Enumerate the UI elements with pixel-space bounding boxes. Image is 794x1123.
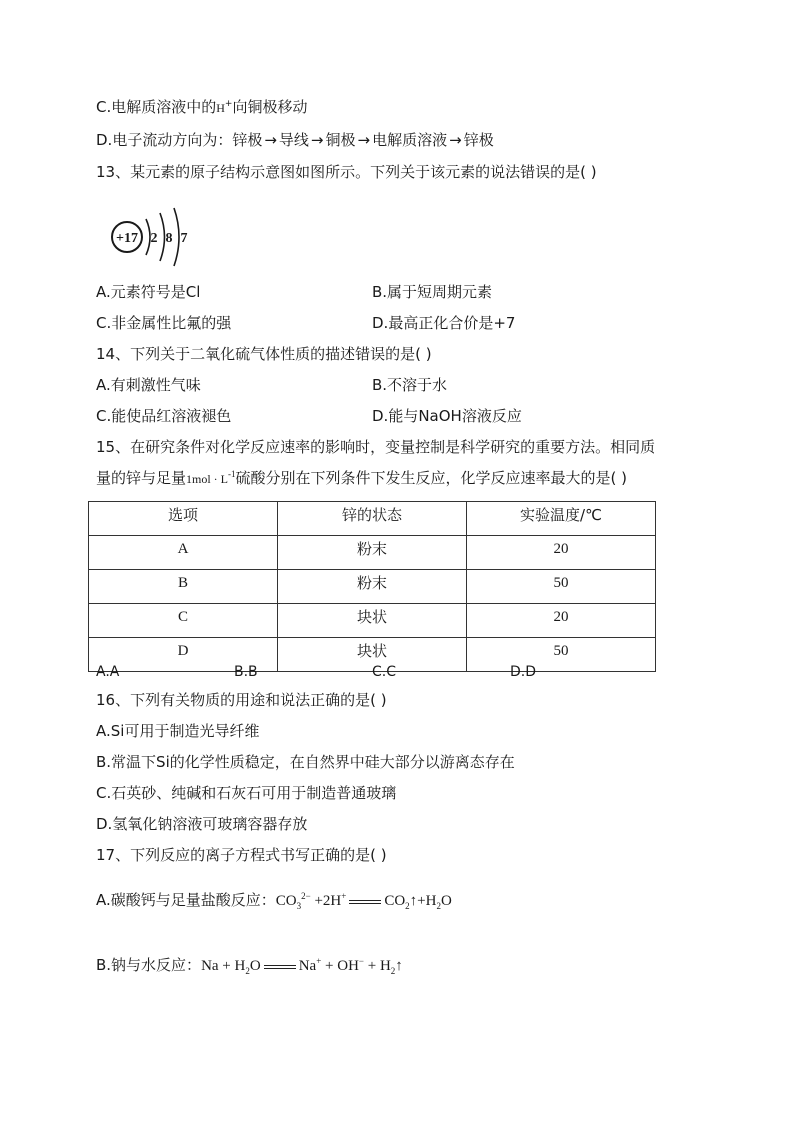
table-cell: 块状 [278,604,467,638]
q17-stem: 17、下列反应的离子方程式书写正确的是( ) [96,846,387,864]
q17-option-a-label: A.碳酸钙与足量盐酸反应： [96,891,276,909]
q12-option-d-part: 电解质溶液 [372,131,448,149]
table-cell: 20 [467,604,656,638]
q16-stem: 16、下列有关物质的用途和说法正确的是( ) [96,691,387,709]
ionic-equation-b: $Na + H_2O$ $Na^+ + OH^- + H_2↑$ [201,956,403,976]
q15-option-d: D.D [510,664,537,680]
table-header-cell: 实验温度/℃ [467,502,656,536]
q14-option-d: D.能与NaOH溶液反应 [372,407,522,425]
q12-option-d-part: D.电子流动方向为：锌极 [96,131,263,149]
q12-option-c-text-end: 向铜极移动 [232,98,308,116]
q15-option-b: B.B [234,664,258,680]
electron-shell-2 [160,213,165,261]
right-arrow-icon: → [357,131,371,149]
q17-option-b [96,955,403,976]
table-cell: 粉末 [278,570,467,604]
q14-stem: 14、下列关于二氧化硫气体性质的描述错误的是( ) [96,345,432,363]
q15-stem-text: 量的锌与足量 [96,469,187,487]
q15-stem-line1: 15、在研究条件对化学反应速率的影响时，变量控制是科学研究的重要方法。相同质 [96,438,656,456]
q12-option-d [96,130,494,150]
q16-option-b: B.常温下Si的化学性质稳定，在自然界中硅大部分以游离态存在 [96,753,515,771]
table-cell: 块状 [278,638,467,672]
q17-option-a [96,890,452,911]
equals-sign [349,900,381,904]
table-header-cell: 锌的状态 [278,502,467,536]
q15-conditions-table [88,501,656,672]
table-header-row [89,502,656,536]
h-ion-symbol: H [216,101,225,115]
q12-option-d-part: 导线 [278,131,309,149]
right-arrow-icon: → [310,131,324,149]
table-row [89,604,656,638]
q13-stem: 13、某元素的原子结构示意图如图所示。下列关于该元素的说法错误的是( ) [96,163,597,181]
q13-option-a: A.元素符号是Cl [96,283,201,301]
q12-option-d-part: 锌极 [463,131,494,149]
table-cell: A [89,536,278,570]
concentration-unit: 1mol · L [186,472,229,486]
right-arrow-icon: → [449,131,462,149]
q15-option-c: C.C [372,664,397,680]
q13-option-b: B.属于短周期元素 [372,283,493,301]
q14-option-b: B.不溶于水 [372,376,448,394]
q16-option-d: D.氢氧化钠溶液可玻璃容器存放 [96,815,308,833]
table-row [89,570,656,604]
right-arrow-icon: → [264,131,277,149]
q15-stem-line2 [96,468,627,489]
table-cell: 20 [467,536,656,570]
table-cell: 粉末 [278,536,467,570]
q13-option-c: C.非金属性比氟的强 [96,314,232,332]
electron-shell-3 [174,208,179,266]
q12-option-d-part: 铜极 [325,131,356,149]
ionic-equation-a: $CO_3^{2-} +2H^+$ $CO_2↑+H_2O$ [275,891,452,911]
unit-exponent: -1 [228,469,236,479]
table-cell: 50 [467,638,656,672]
q16-option-a: A.Si可用于制造光导纤维 [96,722,260,740]
q14-option-c: C.能使品红溶液褪色 [96,407,232,425]
table-header-cell: 选项 [89,502,278,536]
q13-option-d: D.最高正化合价是+7 [372,314,516,332]
q12-option-c [96,97,307,118]
atomic-structure-diagram [108,205,198,267]
q12-option-c-text: C.电解质溶液中的 [96,98,217,116]
equals-sign [264,965,296,969]
table-row [89,536,656,570]
table-cell: C [89,604,278,638]
table-cell: 50 [467,570,656,604]
h-ion-charge: + [224,99,233,109]
q14-option-a: A.有刺激性气味 [96,376,201,394]
shell-electrons-2: 8 [165,231,173,246]
shell-electrons-3: 7 [180,231,188,246]
nucleus-charge: +17 [116,231,138,246]
shell-electrons-1: 2 [150,231,158,246]
electron-shell-1 [146,219,150,255]
table-cell: D [89,638,278,672]
q17-option-b-label: B.钠与水反应： [96,956,202,974]
q15-option-a: A.A [96,664,120,680]
q15-stem-text-end: 硫酸分别在下列条件下发生反应，化学反应速率最大的是( ) [235,469,627,487]
q16-option-c: C.石英砂、纯碱和石灰石可用于制造普通玻璃 [96,784,397,802]
table-cell: B [89,570,278,604]
